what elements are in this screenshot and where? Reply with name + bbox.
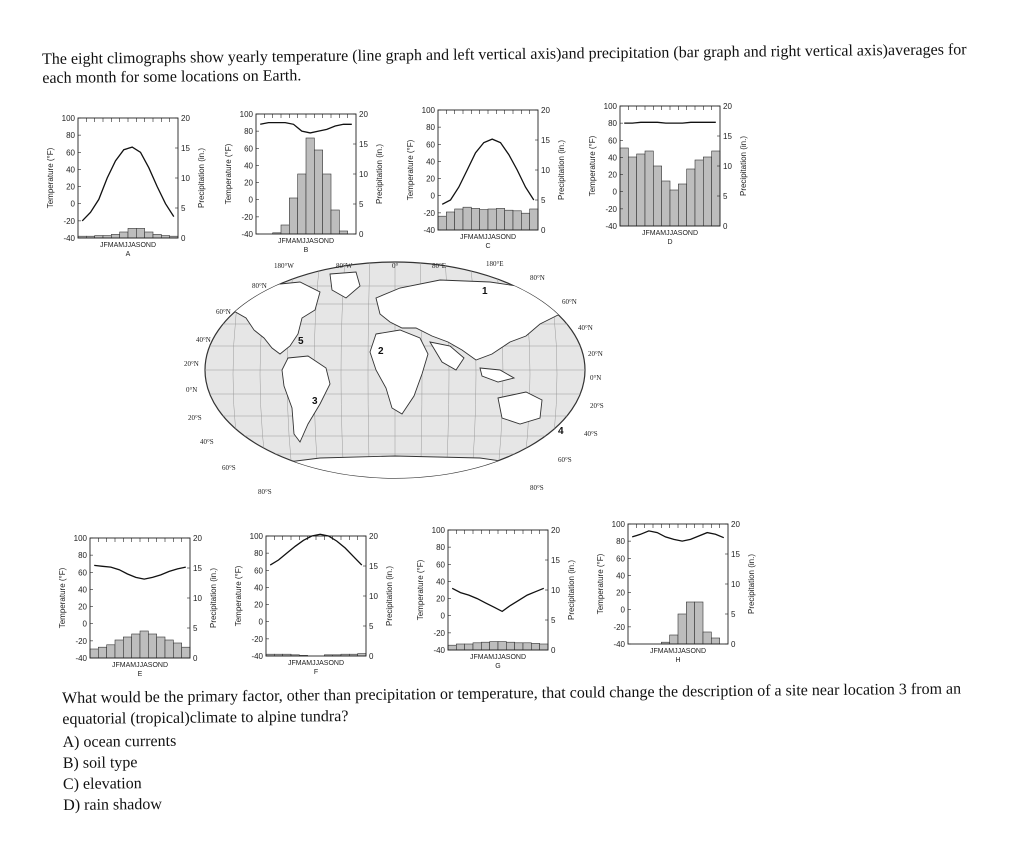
precip-tick-label: 0 — [193, 654, 198, 663]
temperature-line — [632, 531, 724, 541]
climograph-A — [44, 108, 206, 268]
precip-bar — [107, 645, 115, 658]
precip-bar — [289, 198, 297, 234]
precip-tick-label: 0 — [541, 226, 546, 235]
lat-label: 60°N — [562, 298, 577, 306]
temp-tick-label: -20 — [241, 212, 253, 222]
temperature-line — [94, 565, 186, 579]
temp-tick-label: -40 — [251, 652, 263, 661]
precip-bar — [182, 647, 190, 658]
precip-tick-label: 5 — [193, 624, 198, 633]
temperature-line — [452, 588, 544, 611]
precip-bar — [153, 234, 161, 238]
precip-bar — [488, 209, 496, 230]
precip-bar — [712, 151, 720, 226]
lon-label: 180°E — [486, 260, 504, 268]
temp-tick-label: 60 — [66, 148, 75, 158]
precip-tick-label: 15 — [369, 562, 378, 571]
temperature-line — [82, 147, 174, 221]
climograph-body — [46, 114, 206, 258]
precip-tick-label: 15 — [181, 144, 190, 153]
lat-label: 80°N — [530, 274, 545, 282]
climograph-C — [404, 100, 566, 260]
temp-tick-label: -20 — [423, 208, 435, 218]
precip-axis-label: Precipitation (in.) — [209, 567, 218, 629]
climograph-D — [586, 96, 748, 256]
climograph-B — [222, 104, 384, 264]
precip-tick-label: 15 — [541, 136, 550, 145]
precip-tick-label: 5 — [369, 622, 374, 631]
precip-bar — [120, 232, 128, 238]
precip-bar — [498, 642, 506, 650]
temp-tick-label: 60 — [244, 144, 253, 154]
precip-bar — [473, 643, 481, 650]
temp-axis-label: Temperature (°F) — [416, 559, 425, 621]
option-b[interactable]: B) soil type — [62, 754, 138, 772]
precip-bar — [515, 643, 523, 650]
precip-bar — [115, 640, 123, 658]
precip-tick-label: 5 — [731, 610, 736, 619]
location-3: 3 — [312, 396, 318, 407]
temp-tick-label: 20 — [436, 594, 445, 604]
lat-label: 60°N — [216, 308, 231, 316]
precip-tick-label: 0 — [369, 652, 374, 661]
precip-tick-label: 20 — [541, 106, 550, 115]
option-d[interactable]: D) rain shadow — [63, 795, 162, 814]
lon-label: 0° — [392, 262, 399, 270]
months-label: JFMAMJJASOND — [278, 238, 334, 245]
precip-bar — [331, 210, 339, 234]
temp-tick-label: 0 — [258, 617, 263, 627]
temp-tick-label: -40 — [605, 222, 617, 231]
temp-tick-label: 100 — [603, 102, 617, 111]
temp-tick-label: 80 — [78, 551, 87, 561]
precip-bar — [637, 154, 645, 226]
precip-tick-label: 10 — [723, 162, 732, 171]
precip-tick-label: 15 — [551, 556, 560, 565]
precip-bar — [140, 631, 148, 658]
precip-tick-label: 0 — [723, 222, 728, 231]
temp-tick-label: 100 — [61, 114, 75, 123]
temp-tick-label: 100 — [73, 534, 87, 543]
precip-bar — [281, 225, 289, 234]
temp-axis-label: Temperature (°F) — [58, 567, 67, 629]
lat-label: 20°N — [184, 360, 199, 368]
question-text: What would be the primary factor, other than precipitation or temperature, that could change the description of a site near location 3 from an equatorial (tropical)climate to alpine tundra? — [62, 680, 962, 728]
temp-tick-label: 100 — [431, 526, 445, 535]
climograph-body — [58, 534, 218, 678]
precip-bar — [703, 632, 711, 644]
plot-frame — [448, 530, 548, 650]
chart-letter: B — [303, 247, 309, 254]
option-a[interactable]: A) ocean currents — [62, 732, 177, 751]
precip-bar — [448, 645, 456, 650]
precip-bar — [540, 644, 548, 650]
precip-bar — [438, 216, 446, 230]
precip-bar — [465, 644, 473, 650]
precip-bar — [480, 210, 488, 230]
precip-tick-label: 5 — [541, 196, 546, 205]
precip-tick-label: 10 — [731, 580, 740, 589]
temp-tick-label: 40 — [244, 161, 253, 171]
precip-bar — [463, 207, 471, 230]
temp-tick-label: 80 — [436, 543, 445, 553]
lat-label: 60°S — [222, 464, 236, 472]
lat-label: 20°S — [590, 402, 604, 410]
lat-label: 40°S — [584, 430, 598, 438]
precip-tick-label: 0 — [181, 234, 186, 243]
temp-tick-label: 60 — [426, 140, 435, 150]
temp-tick-label: 40 — [436, 577, 445, 587]
precip-bar — [132, 634, 140, 658]
temp-tick-label: -40 — [433, 646, 445, 655]
precip-tick-label: 20 — [369, 532, 378, 541]
precip-bar — [123, 637, 131, 658]
precip-bar — [165, 640, 173, 658]
temp-tick-label: -40 — [75, 654, 87, 663]
precip-tick-label: 0 — [731, 640, 736, 649]
precip-tick-label: 15 — [723, 132, 732, 141]
months-label: JFMAMJJASOND — [642, 230, 698, 237]
precip-bar — [481, 642, 489, 650]
precip-tick-label: 20 — [193, 534, 202, 543]
precip-bar — [455, 209, 463, 230]
intro-text: The eight climographs show yearly temperature (line graph and left vertical axis)and precipitation (bar graph and right vertical axis)averages for each month for some locations on Earth. — [42, 41, 967, 87]
precip-bar — [173, 643, 181, 658]
precip-tick-label: 10 — [181, 174, 190, 183]
temp-tick-label: 20 — [426, 174, 435, 184]
chart-letter: C — [485, 243, 491, 250]
precip-bar — [521, 213, 529, 230]
lat-label: 0°N — [590, 374, 602, 382]
precip-bar — [530, 209, 538, 230]
location-4: 4 — [558, 426, 564, 437]
temp-tick-label: 80 — [426, 123, 435, 133]
precip-tick-label: 15 — [731, 550, 740, 559]
temp-axis-label: Temperature (°F) — [588, 135, 597, 197]
temp-tick-label: 0 — [82, 619, 87, 629]
precip-bar — [136, 228, 144, 238]
precip-axis-label: Precipitation (in.) — [385, 565, 394, 627]
precip-tick-label: 20 — [181, 114, 190, 123]
precip-axis-label: Precipitation (in.) — [567, 559, 576, 621]
plot-frame — [78, 118, 178, 238]
temp-tick-label: 0 — [440, 611, 445, 621]
precip-bar — [653, 166, 661, 226]
precip-axis-label: Precipitation (in.) — [747, 553, 756, 615]
chart-letter: H — [675, 657, 681, 664]
temp-axis-label: Temperature (°F) — [406, 139, 415, 201]
climograph-body — [596, 520, 756, 664]
precip-tick-label: 10 — [369, 592, 378, 601]
climograph-G — [414, 520, 576, 680]
chart-letter: D — [667, 239, 673, 246]
precip-bar — [678, 614, 686, 644]
temp-tick-label: 20 — [78, 602, 87, 612]
precip-tick-label: 20 — [551, 526, 560, 535]
option-c[interactable]: C) elevation — [62, 775, 142, 793]
temp-tick-label: -40 — [63, 234, 75, 243]
temp-tick-label: 60 — [616, 554, 625, 564]
months-label: JFMAMJJASOND — [112, 662, 168, 669]
precip-bar — [446, 212, 454, 230]
temperature-line — [624, 122, 716, 123]
location-5: 5 — [298, 336, 304, 347]
chart-letter: G — [495, 663, 501, 670]
temp-tick-label: 100 — [611, 520, 625, 529]
world-map — [180, 258, 610, 498]
temp-tick-label: 60 — [608, 136, 617, 146]
climograph-E — [56, 528, 218, 688]
temp-tick-label: 20 — [66, 182, 75, 192]
temp-tick-label: 20 — [608, 170, 617, 180]
precip-tick-label: 0 — [359, 230, 364, 239]
lat-label: 20°S — [188, 414, 202, 422]
lon-label: 180°W — [274, 262, 294, 270]
precip-tick-label: 20 — [731, 520, 740, 529]
lon-label: 80°W — [336, 262, 353, 270]
climograph-body — [234, 532, 394, 676]
lat-label: 20°N — [588, 350, 603, 358]
lat-label: 80°S — [258, 488, 272, 496]
months-label: JFMAMJJASOND — [470, 654, 526, 661]
temp-tick-label: -20 — [613, 622, 625, 632]
precip-bar — [523, 643, 531, 650]
temp-tick-label: 100 — [249, 532, 263, 541]
precip-bar — [711, 638, 719, 644]
lat-label: 80°S — [530, 484, 544, 492]
lat-label: 0°N — [186, 386, 198, 394]
precip-axis-label: Precipitation (in.) — [739, 135, 748, 197]
chart-letter: E — [137, 671, 143, 678]
precip-bar — [628, 157, 636, 226]
chart-letter: F — [313, 669, 319, 676]
months-label: JFMAMJJASOND — [100, 242, 156, 249]
precip-tick-label: 10 — [359, 170, 368, 179]
temp-tick-label: 40 — [426, 157, 435, 167]
temp-tick-label: 0 — [70, 199, 75, 209]
precip-bar — [670, 190, 678, 226]
temp-tick-label: -20 — [433, 628, 445, 638]
precip-bar — [687, 169, 695, 226]
precip-bar — [686, 602, 694, 644]
precip-tick-label: 0 — [551, 646, 556, 655]
temp-tick-label: 0 — [430, 191, 435, 201]
climograph-body — [224, 110, 384, 254]
temp-tick-label: 40 — [616, 571, 625, 581]
precip-axis-label: Precipitation (in.) — [375, 143, 384, 205]
temp-tick-label: 60 — [436, 560, 445, 570]
precip-bar — [506, 642, 514, 650]
precip-bar — [471, 208, 479, 230]
precip-axis-label: Precipitation (in.) — [557, 139, 566, 201]
precip-bar — [620, 148, 628, 226]
temp-tick-label: -40 — [241, 230, 253, 239]
precip-tick-label: 20 — [723, 102, 732, 111]
temp-tick-label: -20 — [63, 216, 75, 226]
climograph-body — [406, 106, 566, 250]
months-label: JFMAMJJASOND — [288, 660, 344, 667]
months-label: JFMAMJJASOND — [650, 648, 706, 655]
climograph-body — [588, 102, 748, 246]
precip-bar — [678, 184, 686, 226]
temp-tick-label: 20 — [254, 600, 263, 610]
temp-tick-label: 100 — [421, 106, 435, 115]
temp-tick-label: -20 — [605, 204, 617, 214]
precip-bar — [90, 649, 98, 658]
temp-tick-label: 80 — [616, 537, 625, 547]
location-2: 2 — [378, 346, 384, 357]
precip-bar — [98, 647, 106, 658]
precip-tick-label: 10 — [541, 166, 550, 175]
precip-bar — [513, 211, 521, 230]
precip-bar — [323, 174, 331, 234]
precip-bar — [145, 232, 153, 238]
temp-tick-label: 40 — [254, 583, 263, 593]
temp-tick-label: -40 — [613, 640, 625, 649]
precip-tick-label: 15 — [193, 564, 202, 573]
temp-tick-label: 0 — [620, 605, 625, 615]
precip-bar — [148, 634, 156, 658]
climograph-body — [416, 526, 576, 670]
lon-label: 80°E — [432, 262, 447, 270]
precip-tick-label: 15 — [359, 140, 368, 149]
precip-bar — [456, 644, 464, 650]
precip-bar — [695, 160, 703, 226]
temp-tick-label: 0 — [248, 195, 253, 205]
precip-bar — [111, 234, 119, 238]
precip-bar — [128, 228, 136, 238]
climograph-H — [594, 514, 756, 674]
precip-tick-label: 5 — [359, 200, 364, 209]
precip-tick-label: 5 — [181, 204, 186, 213]
precip-bar — [496, 208, 504, 230]
temp-axis-label: Temperature (°F) — [596, 553, 605, 615]
temp-tick-label: 80 — [608, 119, 617, 129]
lat-label: 40°N — [196, 336, 211, 344]
precip-tick-label: 5 — [551, 616, 556, 625]
precip-tick-label: 10 — [193, 594, 202, 603]
temp-tick-label: 40 — [66, 165, 75, 175]
temperature-line — [260, 123, 352, 133]
precip-bar — [670, 635, 678, 644]
lat-label: 80°N — [252, 282, 267, 290]
temp-tick-label: 80 — [66, 131, 75, 141]
precip-bar — [314, 150, 322, 234]
temp-tick-label: 40 — [78, 585, 87, 595]
temp-tick-label: 80 — [244, 127, 253, 137]
climograph-F — [232, 526, 394, 686]
precip-bar — [505, 210, 513, 230]
temp-tick-label: 60 — [78, 568, 87, 578]
precip-axis-label: Precipitation (in.) — [197, 147, 206, 209]
precip-bar — [306, 138, 314, 234]
temp-tick-label: 20 — [244, 178, 253, 188]
temp-axis-label: Temperature (°F) — [234, 565, 243, 627]
temp-tick-label: 40 — [608, 153, 617, 163]
location-1: 1 — [482, 286, 488, 297]
months-label: JFMAMJJASOND — [460, 234, 516, 241]
temp-axis-label: Temperature (°F) — [224, 143, 233, 205]
temp-tick-label: 80 — [254, 549, 263, 559]
chart-letter: A — [125, 251, 131, 258]
precip-bar — [662, 181, 670, 226]
precip-tick-label: 20 — [359, 110, 368, 119]
temp-tick-label: 20 — [616, 588, 625, 598]
precip-tick-label: 10 — [551, 586, 560, 595]
temp-tick-label: -20 — [251, 634, 263, 644]
precip-bar — [645, 151, 653, 226]
temperature-line — [442, 139, 534, 204]
precip-bar — [531, 643, 539, 650]
precip-bar — [157, 637, 165, 658]
lat-label: 60°S — [558, 456, 572, 464]
precip-bar — [490, 642, 498, 650]
lat-label: 40°S — [200, 438, 214, 446]
temp-axis-label: Temperature (°F) — [46, 147, 55, 209]
question-block — [62, 678, 993, 816]
temp-tick-label: 0 — [612, 187, 617, 197]
precip-bar — [298, 174, 306, 234]
temp-tick-label: 100 — [239, 110, 253, 119]
precip-tick-label: 5 — [723, 192, 728, 201]
temp-tick-label: 60 — [254, 566, 263, 576]
temp-tick-label: -40 — [423, 226, 435, 235]
precip-bar — [703, 157, 711, 226]
precip-bar — [695, 602, 703, 644]
temp-tick-label: -20 — [75, 636, 87, 646]
lat-label: 40°N — [578, 324, 593, 332]
